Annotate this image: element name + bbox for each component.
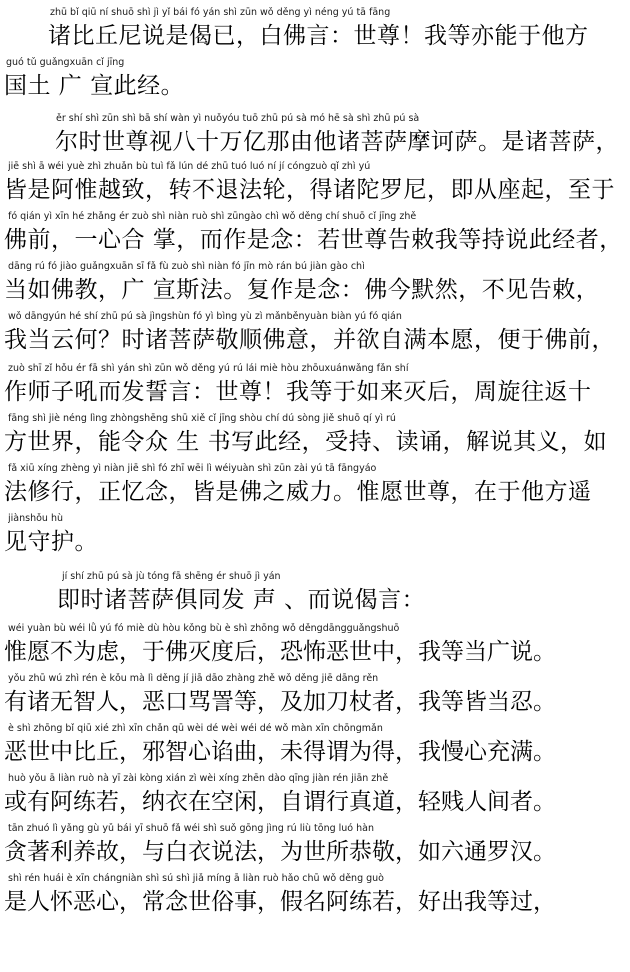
text-line-1: [0, 6, 630, 56]
chinese-text: 皆是阿惟越致，转不退法轮，得诸陀罗尼，即从座起，至于: [4, 177, 615, 203]
pinyin-annotation: ěr shí shì zūn shì bā shí wàn yì nuǒyóu tuō zhū pú sà mó hē sà shì zhū pú sà: [56, 113, 420, 124]
chinese-text: 作师子吼而发誓言：世尊！我等于如来灭后，周旋往返十: [4, 379, 592, 405]
pinyin-annotation: wéi yuàn bù wéi lǜ yú fó miè dù hòu kǒng bù è shì zhōng wǒ děngdāngguǎngshuō: [8, 623, 400, 634]
text-line-8: [0, 362, 630, 412]
verse-line-3: [0, 722, 630, 772]
verse-line-5: [0, 822, 630, 872]
chinese-text: 诸比丘尼说是偈已，白佛言：世尊！我等亦能于他方: [48, 23, 589, 49]
text-line-9: [0, 412, 630, 462]
chinese-text: 我当云何？时诸菩萨敬顺佛意，并欲自满本愿，便于佛前，: [4, 327, 615, 353]
chinese-text: 恶世中比丘，邪智心谄曲，未得谓为得，我慢心充满。: [4, 739, 556, 765]
text-line-10: [0, 462, 630, 512]
text-line-4: [0, 160, 630, 210]
text-line-2: [0, 56, 630, 106]
chinese-text: 佛前，一心合 掌，而作是念：若世尊告敕我等持说此经者，: [4, 227, 623, 253]
chinese-text: 法修行，正忆念，皆是佛之威力。惟愿世尊，在于他方遥: [4, 479, 592, 505]
verse-line-2: [0, 672, 630, 722]
pinyin-annotation: yǒu zhū wú zhì rén è kǒu mà lì děng jí jiā dāo zhàng zhě wǒ děng jiē dāng rěn: [8, 673, 379, 684]
chinese-text: 贪著利养故，与白衣说法，为世所恭敬，如六通罗汉。: [4, 839, 556, 865]
text-line-3: [0, 112, 630, 162]
pinyin-annotation: wǒ dāngyún hé shí zhū pú sà jìngshùn fó yì bìng yù zì mǎnběnyuàn biàn yú fó qián: [8, 311, 402, 322]
pinyin-annotation: jí shí zhū pú sà jù tóng fā shēng ér shuō jì yán: [62, 571, 281, 582]
text-line-6: [0, 260, 630, 310]
chinese-text: 或有阿练若，纳衣在空闲，自谓行真道，轻贱人间者。: [4, 789, 556, 815]
pinyin-annotation: fāng shì jiè néng lìng zhòngshēng shū xiě cǐ jīng shòu chí dú sòng jiě shuō qí yì rú: [8, 413, 396, 424]
chinese-text: 惟愿不为虑，于佛灭度后，恐怖恶世中，我等当广说。: [4, 639, 556, 665]
pinyin-annotation: dāng rú fó jiào guǎngxuān sī fǎ fù zuò shì niàn fó jīn mò rán bú jiàn gào chì: [8, 261, 365, 272]
pinyin-annotation: fǎ xiū xíng zhèng yì niàn jiē shì fó zhī wēi lì wéiyuàn shì zūn zài yú tā fāngyáo: [8, 463, 377, 474]
chinese-text: 尔时世尊视八十万亿那由他诸菩萨摩诃萨。是诸菩萨，: [55, 129, 619, 155]
pinyin-annotation: è shì zhōng bǐ qiū xié zhì xīn chǎn qū wèi dé wèi wéi dé wǒ màn xīn chōngmǎn: [8, 723, 383, 734]
verse-line-6: [0, 872, 630, 922]
text-line-7: [0, 310, 630, 360]
text-line-5: [0, 210, 630, 260]
pinyin-annotation: jiē shì ā wéi yuè zhì zhuǎn bù tuì fǎ lún dé zhū tuó luó ní jí cóngzuò qǐ zhì yú: [8, 161, 371, 172]
chinese-text: 是人怀恶心，常念世俗事，假名阿练若，好出我等过，: [4, 889, 556, 915]
verse-line-4: [0, 772, 630, 822]
pinyin-annotation: zhū bǐ qiū ní shuō shì jì yǐ bái fó yán shì zūn wǒ děng yì néng yú tā fāng: [50, 7, 391, 18]
pinyin-annotation: jiànshǒu hù: [8, 513, 63, 524]
chinese-text: 有诸无智人，恶口骂詈等，及加刀杖者，我等皆当忍。: [4, 689, 556, 715]
pinyin-annotation: fó qián yì xīn hé zhǎng ér zuò shì niàn ruò shì zūngào chì wǒ děng chí shuō cǐ jīng zhě: [8, 211, 417, 222]
chinese-text: 见守护。: [4, 529, 98, 555]
chinese-text: 方世界，能令众 生 书写此经，受持、读诵，解说其义，如: [4, 429, 608, 455]
verse-intro-line: [0, 570, 630, 620]
chinese-text: 当如佛教，广 宣斯法。复作是念：佛今默然，不见告敕，: [4, 277, 600, 303]
pinyin-annotation: shì rén huái è xīn chángniàn shì sú shì jiǎ míng ā liàn ruò hǎo chū wǒ děng guò: [8, 873, 384, 884]
chinese-text: 国土 广 宣此经。: [4, 73, 185, 99]
text-line-11: [0, 512, 630, 562]
pinyin-annotation: huò yǒu ā liàn ruò nà yī zài kòng xián zì wèi xíng zhēn dào qīng jiàn rén jiān zhě: [8, 773, 389, 784]
chinese-text: 即时诸菩萨俱同发 声 、而说偈言：: [57, 587, 426, 613]
pinyin-annotation: zuò shī zǐ hǒu ér fā shì yán shì zūn wǒ děng yú rú lái miè hòu zhōuxuánwǎng fǎn shí: [8, 363, 409, 374]
pinyin-annotation: guó tǔ guǎngxuān cǐ jīng: [6, 57, 125, 68]
pinyin-annotation: tān zhuó lì yǎng gù yǔ bái yī shuō fǎ wéi shì suǒ gōng jìng rú liù tōng luó hàn: [8, 823, 374, 834]
verse-line-1: [0, 622, 630, 672]
